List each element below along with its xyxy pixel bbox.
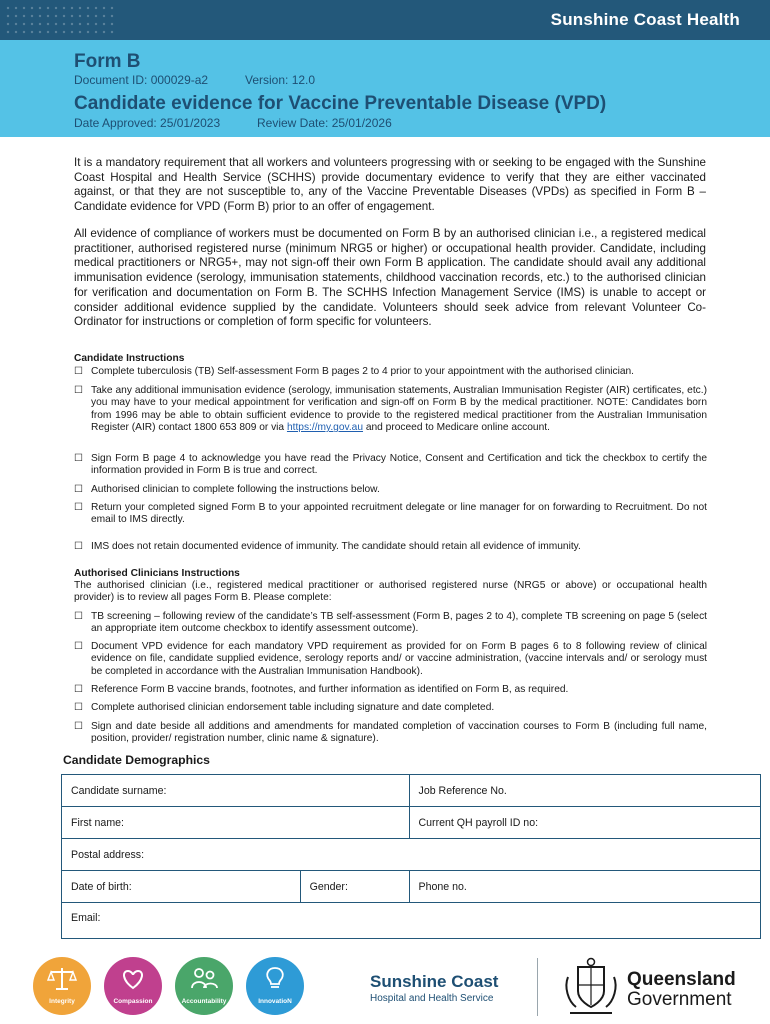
job-reference-field[interactable]: Job Reference No. xyxy=(409,775,760,807)
dot-pattern xyxy=(4,4,114,34)
demographics-heading: Candidate Demographics xyxy=(63,753,210,767)
clinician-instruction-3: ☐ Reference Form B vaccine brands, footnotes, and further information as identified on Form B, as required. xyxy=(74,684,569,695)
checkbox-icon[interactable]: ☐ xyxy=(74,484,84,495)
review-date: Review Date: 25/01/2026 xyxy=(257,116,392,130)
value-accountability-badge: Accountability xyxy=(175,957,233,1015)
queensland-crest-icon xyxy=(560,957,622,1019)
heart-hands-icon xyxy=(118,966,148,992)
checkbox-icon[interactable]: ☐ xyxy=(74,502,84,513)
lightbulb-icon xyxy=(260,966,290,992)
postal-address-field[interactable]: Postal address: xyxy=(62,839,761,871)
schhs-logo: Sunshine Coast Hospital and Health Service xyxy=(370,972,499,1004)
candidate-instruction-3: ☐ Sign Form B page 4 to acknowledge you have read the Privacy Notice, Consent and Certification and tick the checkbox to certify the information provided in Form B is true and correct. xyxy=(74,453,707,477)
logo-divider xyxy=(537,958,538,1016)
checkbox-icon[interactable]: ☐ xyxy=(74,684,84,695)
form-title: Form B xyxy=(74,51,141,72)
candidate-instruction-1: ☐ Complete tuberculosis (TB) Self-assessment Form B pages 2 to 4 prior to your appointment with the authorised clinician. xyxy=(74,366,635,377)
document-version: Version: 12.0 xyxy=(245,73,316,87)
scales-icon xyxy=(47,966,77,992)
value-compassion-badge: Compassion xyxy=(104,957,162,1015)
first-name-field[interactable]: First name: xyxy=(62,807,410,839)
checkbox-icon[interactable]: ☐ xyxy=(74,541,84,552)
gender-field[interactable]: Gender: xyxy=(300,871,409,903)
mygov-link[interactable]: https://my.gov.au xyxy=(286,422,364,434)
brand-name: Sunshine Coast Health xyxy=(550,10,740,29)
candidate-instructions-heading: Candidate Instructions xyxy=(74,353,185,364)
clinician-instruction-4: ☐ Complete authorised clinician endorsement table including signature and date completed. xyxy=(74,702,495,713)
payroll-id-field[interactable]: Current QH payroll ID no: xyxy=(409,807,760,839)
candidate-instruction-6: ☐ IMS does not retain documented evidence of immunity. The candidate should retain all evidence of immunity. xyxy=(74,541,581,552)
candidate-instruction-5: ☐ Return your completed signed Form B to your appointed recruitment delegate or line manager for on forwarding to Recruitment. Do not email to IMS directly. xyxy=(74,502,707,526)
people-icon xyxy=(189,966,219,992)
checkbox-icon[interactable]: ☐ xyxy=(74,641,84,652)
checkbox-icon[interactable]: ☐ xyxy=(74,453,84,464)
top-banner xyxy=(0,0,770,40)
email-field[interactable]: Email: xyxy=(62,903,761,939)
checkbox-icon[interactable]: ☐ xyxy=(74,702,84,713)
checkbox-icon[interactable]: ☐ xyxy=(74,385,84,396)
page-title: Candidate evidence for Vaccine Preventable Disease (VPD) xyxy=(74,93,607,114)
clinician-instruction-1: ☐ TB screening – following review of the candidate’s TB self-assessment (Form B, pages 2 to 4), complete TB screening on page 5 (select an appropriate item outcome checkbox to identify assessment outcome). xyxy=(74,611,707,635)
candidate-instruction-4: ☐ Authorised clinician to complete following the instructions below. xyxy=(74,484,380,495)
candidate-surname-field[interactable]: Candidate surname: xyxy=(62,775,410,807)
candidate-instruction-2: ☐ Take any additional immunisation evidence (serology, immunisation statements, Australian Immunisation Register (AIR) certificates, etc.) you may have to your medical appointment for verification and sign-off on Form B by the medical practitioner. NOTE: Candidates born from 1996 may be able to obtain sufficient evidence to provide to the registered medical practitioner from the Australian Immunisation Register (AIR) contact 1800 653 809 or via https://my.gov.au and proceed to Medicare online account. xyxy=(74,385,707,434)
document-id: Document ID: 000029-a2 xyxy=(74,73,209,87)
checkbox-icon[interactable]: ☐ xyxy=(74,721,84,732)
date-approved: Date Approved: 25/01/2023 xyxy=(74,116,221,130)
queensland-government-logo: Queensland Government xyxy=(627,969,736,1010)
value-integrity-badge: Integrity xyxy=(33,957,91,1015)
clinician-instruction-2: ☐ Document VPD evidence for each mandatory VPD requirement as provided for on Form B pages 6 to 8 following review of clinical evidence on file, candidate supplied evidence, serology reports and/ or vaccine administration, (vaccine intervals and/ or serology must be completed in accordance with the Australian Immunisation Handbook). xyxy=(74,641,707,677)
clinician-instructions-heading: Authorised Clinicians Instructions xyxy=(74,568,240,579)
date-of-birth-field[interactable]: Date of birth: xyxy=(62,871,301,903)
demographics-table xyxy=(61,774,761,939)
clinician-instruction-5: ☐ Sign and date beside all additions and amendments for mandated completion of vaccination courses to Form B (including full name, position, provider/ registration number, clinic name & signature). xyxy=(74,721,707,745)
phone-field[interactable]: Phone no. xyxy=(409,871,760,903)
intro-paragraph-2: All evidence of compliance of workers must be documented on Form B by an authorised clinician i.e., a registered medical practitioner, authorised registered nurse (minimum NRG5 or higher) or occupational health provider. Candidate, including medical practitioners or NRG5+, may not sign-off their own Form B application. The candidate should avail any additional immunisation evidence (serology, immunisation statements, childhood vaccination records, etc.) to the authorised clinician for verification and documentation on Form B. The SCHHS Infection Management Service (IMS) is unable to accept or consider additional evidence supplied by the candidate. Volunteers should seek advice from relevant Volunteer Co-Ordinator for instructions or completion of form specific for volunteers. xyxy=(74,227,706,329)
value-innovation-badge: InnovatioN xyxy=(246,957,304,1015)
checkbox-icon[interactable]: ☐ xyxy=(74,611,84,622)
clinician-instructions-intro: The authorised clinician (i.e., registered medical practitioner or authorised registered nurse (NRG5 or above) or occupational health provider) is to review all pages Form B. Please complete: xyxy=(74,580,707,604)
intro-paragraph-1: It is a mandatory requirement that all workers and volunteers progressing with or seeking to be engaged with the Sunshine Coast Hospital and Health Service (SCHHS) provide documentary evidence to verify that they are either vaccinated against, or that they are not susceptible to, any of the Vaccine Preventable Diseases (VPDs) as specified in Form B – Candidate evidence for VPD (Form B) prior to an offer of engagement. xyxy=(74,156,706,214)
checkbox-icon[interactable]: ☐ xyxy=(74,366,84,377)
